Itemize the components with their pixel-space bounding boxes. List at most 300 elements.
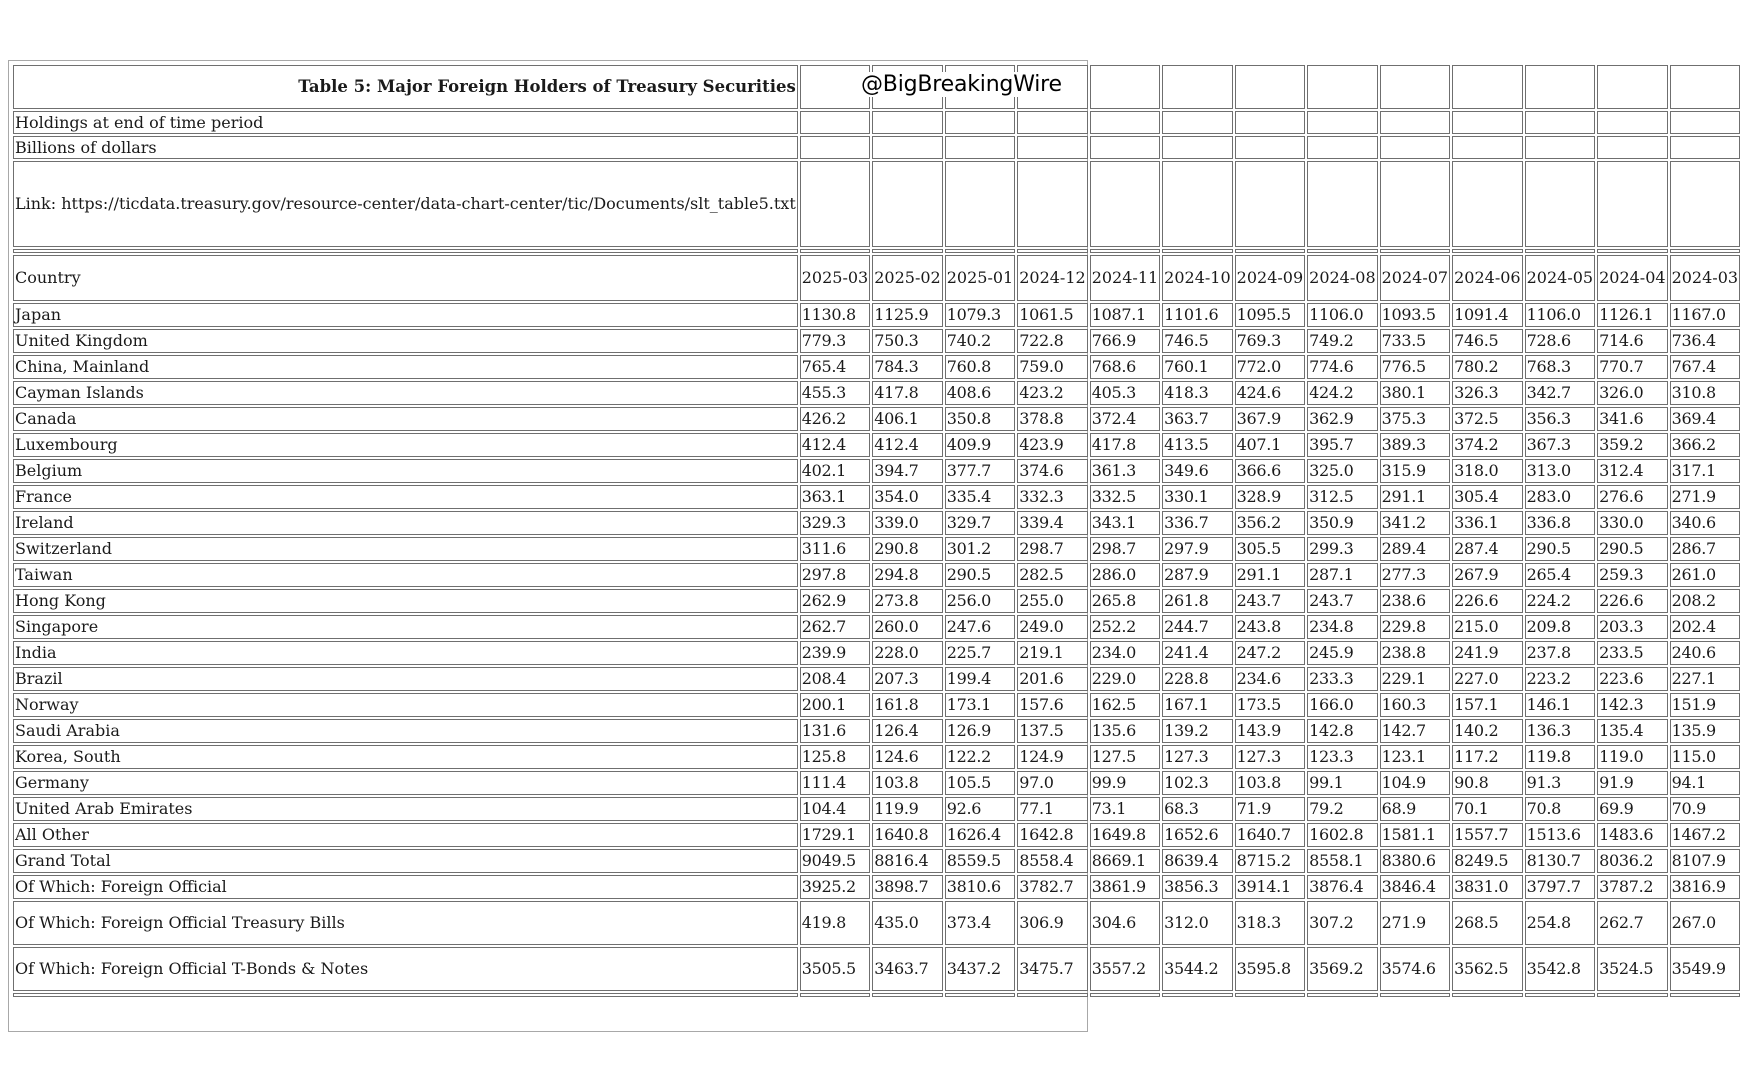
holding-value-cell: 199.4 [945, 667, 1015, 691]
holding-value-cell: 1087.1 [1090, 303, 1160, 327]
holding-value-cell: 298.7 [1017, 537, 1087, 561]
holding-value-cell: 160.3 [1380, 693, 1450, 717]
country-column-header: Country [13, 255, 798, 301]
holding-value-cell: 208.4 [800, 667, 870, 691]
holding-value-cell: 413.5 [1162, 433, 1232, 457]
units-note: Billions of dollars [13, 136, 798, 159]
table-row [13, 407, 1740, 431]
holding-value-cell: 117.2 [1452, 745, 1522, 769]
country-name-cell: Luxembourg [13, 433, 798, 457]
holding-value-cell: 276.6 [1597, 485, 1667, 509]
holding-value-cell: 8559.5 [945, 849, 1015, 873]
holding-value-cell: 267.0 [1670, 901, 1740, 945]
empty-cell [1670, 65, 1740, 109]
holding-value-cell: 256.0 [945, 589, 1015, 613]
holding-value-cell: 760.1 [1162, 355, 1232, 379]
empty-cell [1670, 136, 1740, 159]
separator-cell [800, 249, 870, 253]
country-name-cell: Korea, South [13, 745, 798, 769]
holding-value-cell: 417.8 [1090, 433, 1160, 457]
holding-value-cell: 3505.5 [800, 947, 870, 991]
table-row [13, 355, 1740, 379]
empty-cell [1452, 136, 1522, 159]
holding-value-cell: 1602.8 [1307, 823, 1377, 847]
holding-value-cell: 262.9 [800, 589, 870, 613]
holding-value-cell: 714.6 [1597, 329, 1667, 353]
holding-value-cell: 402.1 [800, 459, 870, 483]
holding-value-cell: 262.7 [800, 615, 870, 639]
holding-value-cell: 366.6 [1235, 459, 1305, 483]
empty-cell [945, 136, 1015, 159]
watermark-handle: @BigBreakingWire [857, 72, 1066, 97]
empty-cell [1235, 111, 1305, 134]
country-name-cell: United Arab Emirates [13, 797, 798, 821]
empty-cell [1380, 65, 1450, 109]
table-row [13, 329, 1740, 353]
holding-value-cell: 332.3 [1017, 485, 1087, 509]
holding-value-cell: 247.6 [945, 615, 1015, 639]
holding-value-cell: 1095.5 [1235, 303, 1305, 327]
holding-value-cell: 71.9 [1235, 797, 1305, 821]
holding-value-cell: 750.3 [872, 329, 942, 353]
holding-value-cell: 124.9 [1017, 745, 1087, 769]
holding-value-cell: 104.4 [800, 797, 870, 821]
period-column-header: 2025-01 [945, 255, 1015, 301]
holding-value-cell: 8715.2 [1235, 849, 1305, 873]
holding-value-cell: 137.5 [1017, 719, 1087, 743]
holding-value-cell: 69.9 [1597, 797, 1667, 821]
holding-value-cell: 3925.2 [800, 875, 870, 899]
holding-value-cell: 123.1 [1380, 745, 1450, 769]
holding-value-cell: 772.0 [1235, 355, 1305, 379]
holding-value-cell: 225.7 [945, 641, 1015, 665]
holding-value-cell: 173.1 [945, 693, 1015, 717]
holding-value-cell: 307.2 [1307, 901, 1377, 945]
country-name-cell: Canada [13, 407, 798, 431]
country-name-cell: Hong Kong [13, 589, 798, 613]
table-row [13, 381, 1740, 405]
holding-value-cell: 341.2 [1380, 511, 1450, 535]
holding-value-cell: 94.1 [1670, 771, 1740, 795]
holding-value-cell: 243.7 [1307, 589, 1377, 613]
country-name-cell: India [13, 641, 798, 665]
holding-value-cell: 70.9 [1670, 797, 1740, 821]
holding-value-cell: 261.0 [1670, 563, 1740, 587]
holding-value-cell: 202.4 [1670, 615, 1740, 639]
holding-value-cell: 127.3 [1235, 745, 1305, 769]
empty-cell [1307, 136, 1377, 159]
holding-value-cell: 254.8 [1525, 901, 1595, 945]
holding-value-cell: 9049.5 [800, 849, 870, 873]
holding-value-cell: 237.8 [1525, 641, 1595, 665]
holding-value-cell: 330.1 [1162, 485, 1232, 509]
holding-value-cell: 313.0 [1525, 459, 1595, 483]
holding-value-cell: 227.1 [1670, 667, 1740, 691]
holding-value-cell: 1513.6 [1525, 823, 1595, 847]
empty-cell [1017, 161, 1087, 247]
holding-value-cell: 1079.3 [945, 303, 1015, 327]
holding-value-cell: 287.9 [1162, 563, 1232, 587]
holding-value-cell: 70.8 [1525, 797, 1595, 821]
holding-value-cell: 1729.1 [800, 823, 870, 847]
country-name-cell: Cayman Islands [13, 381, 798, 405]
separator-cell [1017, 249, 1087, 253]
empty-cell [1597, 65, 1667, 109]
holding-value-cell: 287.1 [1307, 563, 1377, 587]
holding-value-cell: 1091.4 [1452, 303, 1522, 327]
holding-value-cell: 234.8 [1307, 615, 1377, 639]
holding-value-cell: 378.8 [1017, 407, 1087, 431]
holding-value-cell: 418.3 [1162, 381, 1232, 405]
holding-value-cell: 3544.2 [1162, 947, 1232, 991]
holding-value-cell: 91.9 [1597, 771, 1667, 795]
holding-value-cell: 768.3 [1525, 355, 1595, 379]
holding-value-cell: 265.8 [1090, 589, 1160, 613]
holding-value-cell: 311.6 [800, 537, 870, 561]
holding-value-cell: 77.1 [1017, 797, 1087, 821]
country-name-cell: France [13, 485, 798, 509]
separator-cell [945, 249, 1015, 253]
holding-value-cell: 173.5 [1235, 693, 1305, 717]
empty-cell [1017, 136, 1087, 159]
holding-value-cell: 229.8 [1380, 615, 1450, 639]
empty-cell [1380, 111, 1450, 134]
empty-cell [1235, 161, 1305, 247]
holding-value-cell: 229.1 [1380, 667, 1450, 691]
holding-value-cell: 151.9 [1670, 693, 1740, 717]
holding-value-cell: 283.0 [1525, 485, 1595, 509]
holding-value-cell: 1125.9 [872, 303, 942, 327]
holding-value-cell: 326.3 [1452, 381, 1522, 405]
holding-value-cell: 455.3 [800, 381, 870, 405]
holding-value-cell: 310.8 [1670, 381, 1740, 405]
holding-value-cell: 354.0 [872, 485, 942, 509]
holding-value-cell: 3898.7 [872, 875, 942, 899]
empty-cell [800, 161, 870, 247]
holding-value-cell: 3463.7 [872, 947, 942, 991]
holding-value-cell: 332.5 [1090, 485, 1160, 509]
holding-value-cell: 233.5 [1597, 641, 1667, 665]
holding-value-cell: 3557.2 [1090, 947, 1160, 991]
holding-value-cell: 290.5 [1525, 537, 1595, 561]
holding-value-cell: 733.5 [1380, 329, 1450, 353]
holding-value-cell: 363.1 [800, 485, 870, 509]
holding-value-cell: 3816.9 [1670, 875, 1740, 899]
country-name-cell: Belgium [13, 459, 798, 483]
holding-value-cell: 749.2 [1307, 329, 1377, 353]
holding-value-cell: 125.8 [800, 745, 870, 769]
country-name-cell: Japan [13, 303, 798, 327]
holding-value-cell: 339.4 [1017, 511, 1087, 535]
holding-value-cell: 779.3 [800, 329, 870, 353]
holding-value-cell: 167.1 [1162, 693, 1232, 717]
holding-value-cell: 238.8 [1380, 641, 1450, 665]
country-name-cell: Brazil [13, 667, 798, 691]
country-name-cell: Switzerland [13, 537, 798, 561]
holding-value-cell: 339.0 [872, 511, 942, 535]
holding-value-cell: 3876.4 [1307, 875, 1377, 899]
holding-value-cell: 780.2 [1452, 355, 1522, 379]
table-row [13, 693, 1740, 717]
holding-value-cell: 126.4 [872, 719, 942, 743]
holding-value-cell: 3861.9 [1090, 875, 1160, 899]
holding-value-cell: 203.3 [1597, 615, 1667, 639]
holding-value-cell: 367.3 [1525, 433, 1595, 457]
empty-cell [800, 136, 870, 159]
holding-value-cell: 142.3 [1597, 693, 1667, 717]
period-column-header: 2024-03 [1670, 255, 1740, 301]
separator-cell [1235, 249, 1305, 253]
holding-value-cell: 8669.1 [1090, 849, 1160, 873]
empty-cell [1525, 65, 1595, 109]
holding-value-cell: 249.0 [1017, 615, 1087, 639]
holding-value-cell: 282.5 [1017, 563, 1087, 587]
holding-value-cell: 8816.4 [872, 849, 942, 873]
holding-value-cell: 766.9 [1090, 329, 1160, 353]
holding-value-cell: 267.9 [1452, 563, 1522, 587]
empty-cell [945, 111, 1015, 134]
separator-cell [1235, 993, 1305, 997]
holding-value-cell: 3542.8 [1525, 947, 1595, 991]
holding-value-cell: 271.9 [1380, 901, 1450, 945]
holding-value-cell: 91.3 [1525, 771, 1595, 795]
holding-value-cell: 306.9 [1017, 901, 1087, 945]
separator-cell [1597, 249, 1667, 253]
holding-value-cell: 297.9 [1162, 537, 1232, 561]
empty-cell [1307, 65, 1377, 109]
holding-value-cell: 3782.7 [1017, 875, 1087, 899]
holding-value-cell: 424.6 [1235, 381, 1305, 405]
holding-value-cell: 1652.6 [1162, 823, 1232, 847]
holding-value-cell: 243.7 [1235, 589, 1305, 613]
holding-value-cell: 3475.7 [1017, 947, 1087, 991]
empty-cell [1452, 65, 1522, 109]
holdings-note: Holdings at end of time period [13, 111, 798, 134]
holding-value-cell: 394.7 [872, 459, 942, 483]
empty-cell [872, 111, 942, 134]
holding-value-cell: 142.8 [1307, 719, 1377, 743]
holding-value-cell: 1130.8 [800, 303, 870, 327]
separator-cell [13, 993, 798, 997]
holding-value-cell: 759.0 [1017, 355, 1087, 379]
holding-value-cell: 760.8 [945, 355, 1015, 379]
table-row [13, 433, 1740, 457]
holding-value-cell: 261.8 [1162, 589, 1232, 613]
holding-value-cell: 286.0 [1090, 563, 1160, 587]
holding-value-cell: 1640.7 [1235, 823, 1305, 847]
holding-value-cell: 325.0 [1307, 459, 1377, 483]
holding-value-cell: 207.3 [872, 667, 942, 691]
holding-value-cell: 166.0 [1307, 693, 1377, 717]
period-column-header: 2024-10 [1162, 255, 1232, 301]
holding-value-cell: 234.6 [1235, 667, 1305, 691]
holding-value-cell: 1101.6 [1162, 303, 1232, 327]
separator-cell [872, 249, 942, 253]
holding-value-cell: 363.7 [1162, 407, 1232, 431]
section-separator [13, 249, 1740, 253]
holding-value-cell: 290.8 [872, 537, 942, 561]
empty-cell [1162, 65, 1232, 109]
holding-value-cell: 3846.4 [1380, 875, 1450, 899]
holding-value-cell: 330.0 [1597, 511, 1667, 535]
holding-value-cell: 115.0 [1670, 745, 1740, 769]
holding-value-cell: 359.2 [1597, 433, 1667, 457]
holding-value-cell: 369.4 [1670, 407, 1740, 431]
column-header-row [13, 255, 1740, 301]
holding-value-cell: 318.0 [1452, 459, 1522, 483]
holding-value-cell: 312.5 [1307, 485, 1377, 509]
holding-value-cell: 419.8 [800, 901, 870, 945]
separator-cell [1380, 993, 1450, 997]
separator-cell [1090, 993, 1160, 997]
table-row [13, 459, 1740, 483]
country-name-cell: Of Which: Foreign Official T-Bonds & Notes [13, 947, 798, 991]
holding-value-cell: 287.4 [1452, 537, 1522, 561]
holding-value-cell: 350.9 [1307, 511, 1377, 535]
holding-value-cell: 226.6 [1597, 589, 1667, 613]
holding-value-cell: 3856.3 [1162, 875, 1232, 899]
holding-value-cell: 1626.4 [945, 823, 1015, 847]
separator-cell [13, 249, 798, 253]
holding-value-cell: 3810.6 [945, 875, 1015, 899]
table-row [13, 641, 1740, 665]
holding-value-cell: 305.4 [1452, 485, 1522, 509]
holding-value-cell: 740.2 [945, 329, 1015, 353]
holding-value-cell: 340.6 [1670, 511, 1740, 535]
holding-value-cell: 8107.9 [1670, 849, 1740, 873]
holding-value-cell: 226.6 [1452, 589, 1522, 613]
separator-cell [1307, 993, 1377, 997]
holding-value-cell: 268.5 [1452, 901, 1522, 945]
holding-value-cell: 140.2 [1452, 719, 1522, 743]
holding-value-cell: 102.3 [1162, 771, 1232, 795]
holding-value-cell: 350.8 [945, 407, 1015, 431]
empty-cell [1597, 161, 1667, 247]
empty-cell [1307, 161, 1377, 247]
table-row [13, 797, 1740, 821]
holding-value-cell: 227.0 [1452, 667, 1522, 691]
empty-cell [1597, 111, 1667, 134]
info-row [13, 136, 1740, 159]
holding-value-cell: 103.8 [872, 771, 942, 795]
holding-value-cell: 312.4 [1597, 459, 1667, 483]
empty-cell [1597, 136, 1667, 159]
holding-value-cell: 90.8 [1452, 771, 1522, 795]
holding-value-cell: 135.4 [1597, 719, 1667, 743]
country-name-cell: All Other [13, 823, 798, 847]
holding-value-cell: 68.3 [1162, 797, 1232, 821]
info-row [13, 111, 1740, 134]
holding-value-cell: 136.3 [1525, 719, 1595, 743]
country-name-cell: Germany [13, 771, 798, 795]
holding-value-cell: 1106.0 [1525, 303, 1595, 327]
holding-value-cell: 784.3 [872, 355, 942, 379]
holding-value-cell: 722.8 [1017, 329, 1087, 353]
table-row [13, 771, 1740, 795]
holding-value-cell: 768.6 [1090, 355, 1160, 379]
country-name-cell: Ireland [13, 511, 798, 535]
holding-value-cell: 1642.8 [1017, 823, 1087, 847]
holding-value-cell: 407.1 [1235, 433, 1305, 457]
holding-value-cell: 299.3 [1307, 537, 1377, 561]
period-column-header: 2024-11 [1090, 255, 1160, 301]
holding-value-cell: 405.3 [1090, 381, 1160, 405]
holding-value-cell: 367.9 [1235, 407, 1305, 431]
holding-value-cell: 8558.1 [1307, 849, 1377, 873]
country-name-cell: Grand Total [13, 849, 798, 873]
holding-value-cell: 375.3 [1380, 407, 1450, 431]
holding-value-cell: 208.2 [1670, 589, 1740, 613]
holding-value-cell: 395.7 [1307, 433, 1377, 457]
holding-value-cell: 423.2 [1017, 381, 1087, 405]
empty-cell [1380, 161, 1450, 247]
holding-value-cell: 356.3 [1525, 407, 1595, 431]
holding-value-cell: 336.7 [1162, 511, 1232, 535]
holding-value-cell: 247.2 [1235, 641, 1305, 665]
table-row [13, 667, 1740, 691]
holding-value-cell: 1649.8 [1090, 823, 1160, 847]
holding-value-cell: 335.4 [945, 485, 1015, 509]
holding-value-cell: 318.3 [1235, 901, 1305, 945]
holding-value-cell: 362.9 [1307, 407, 1377, 431]
holding-value-cell: 389.3 [1380, 433, 1450, 457]
holding-value-cell: 329.7 [945, 511, 1015, 535]
holding-value-cell: 291.1 [1235, 563, 1305, 587]
holding-value-cell: 294.8 [872, 563, 942, 587]
separator-cell [1162, 249, 1232, 253]
holding-value-cell: 1167.0 [1670, 303, 1740, 327]
holding-value-cell: 228.0 [872, 641, 942, 665]
empty-cell [1162, 136, 1232, 159]
holding-value-cell: 224.2 [1525, 589, 1595, 613]
holding-value-cell: 3524.5 [1597, 947, 1667, 991]
table-row [13, 823, 1740, 847]
empty-cell [1380, 136, 1450, 159]
period-column-header: 2025-03 [800, 255, 870, 301]
table-row [13, 947, 1740, 991]
source-link: Link: https://ticdata.treasury.gov/resource-center/data-chart-center/tic/Documents/slt_table5.txt [13, 161, 798, 247]
empty-cell [1525, 136, 1595, 159]
holding-value-cell: 8036.2 [1597, 849, 1667, 873]
holding-value-cell: 119.0 [1597, 745, 1667, 769]
holding-value-cell: 290.5 [1597, 537, 1667, 561]
holding-value-cell: 301.2 [945, 537, 1015, 561]
separator-cell [1452, 993, 1522, 997]
holding-value-cell: 119.9 [872, 797, 942, 821]
empty-cell [945, 161, 1015, 247]
holding-value-cell: 372.4 [1090, 407, 1160, 431]
holding-value-cell: 3574.6 [1380, 947, 1450, 991]
empty-cell [1017, 111, 1087, 134]
holding-value-cell: 143.9 [1235, 719, 1305, 743]
country-name-cell: Of Which: Foreign Official Treasury Bills [13, 901, 798, 945]
holding-value-cell: 765.4 [800, 355, 870, 379]
holding-value-cell: 315.9 [1380, 459, 1450, 483]
holding-value-cell: 3797.7 [1525, 875, 1595, 899]
period-column-header: 2024-09 [1235, 255, 1305, 301]
holding-value-cell: 239.9 [800, 641, 870, 665]
holding-value-cell: 127.3 [1162, 745, 1232, 769]
separator-cell [1162, 993, 1232, 997]
separator-cell [1090, 249, 1160, 253]
holding-value-cell: 317.1 [1670, 459, 1740, 483]
holding-value-cell: 291.1 [1380, 485, 1450, 509]
holding-value-cell: 342.7 [1525, 381, 1595, 405]
holding-value-cell: 223.2 [1525, 667, 1595, 691]
holding-value-cell: 366.2 [1670, 433, 1740, 457]
table-title: Table 5: Major Foreign Holders of Treasury Securities [13, 65, 798, 109]
holding-value-cell: 412.4 [872, 433, 942, 457]
